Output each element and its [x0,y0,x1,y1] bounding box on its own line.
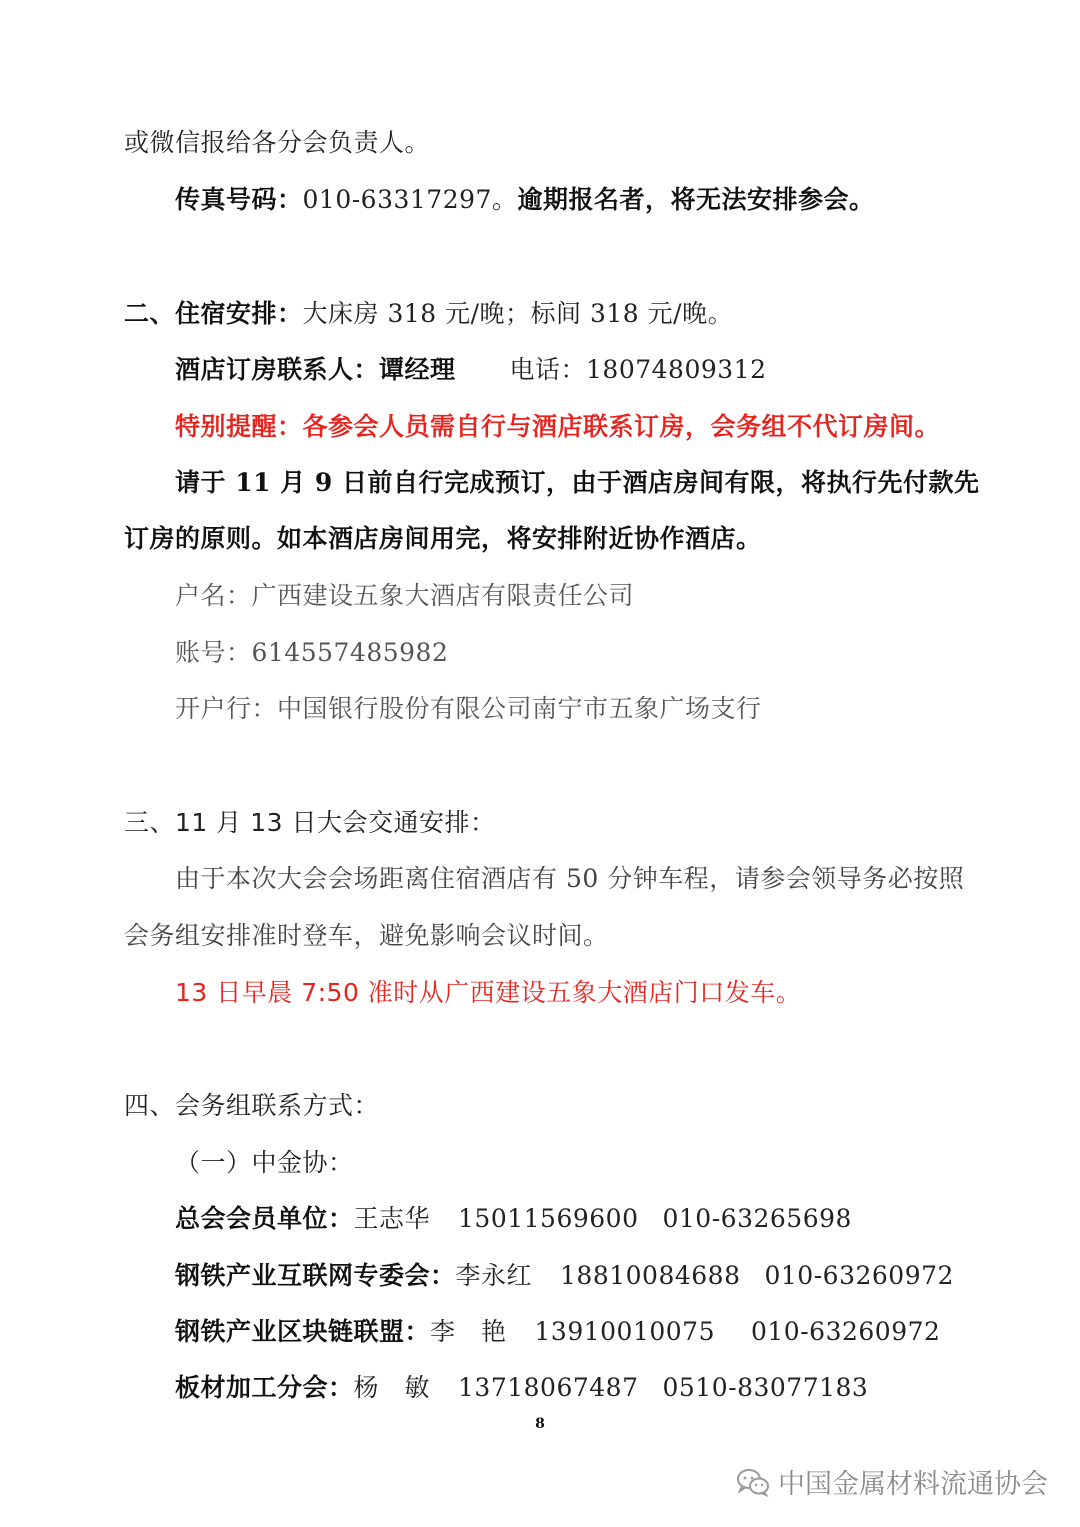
contact-tel: 0510-83077183 [662,1373,869,1402]
watermark-text: 中国金属材料流通协会 [778,1469,1048,1500]
contact-tel: 010-63260972 [764,1261,954,1290]
contact-row [175,1373,868,1403]
contact-name: 王志华 [353,1204,431,1233]
deadline-note: 逾期报名者，将无法安排参会。 [517,185,875,214]
contact-label: 板材加工分会： [175,1373,354,1402]
booking-notice-line2: 订房的原则。如本酒店房间用完，将安排附近协作酒店。 [124,524,762,553]
wechat-icon [736,1467,770,1497]
contact-name: 李 艳 [430,1317,507,1346]
watermark [736,1462,1048,1501]
hotel-contact-line [175,355,766,385]
contact-row [175,1261,954,1291]
contact-mobile: 18810084688 [560,1261,741,1290]
account-name: 户名：广西建设五象大酒店有限责任公司 [175,581,635,610]
page-number: 8 [535,1416,545,1432]
fax-label: 传真号码： [175,185,303,214]
hotel-contact: 酒店订房联系人：谭经理 [175,355,456,384]
subsection-heading: （一）中金协： [175,1148,354,1177]
fax-number: 010-63317297。 [302,185,518,214]
section-contacts: 四、会务组联系方式： [124,1091,380,1120]
contact-row [175,1204,852,1234]
fax-line [175,185,874,215]
bank-name: 开户行：中国银行股份有限公司南宁市五象广场支行 [175,694,762,723]
section-transport: 三、11 月 13 日大会交通安排： [124,808,496,837]
contact-label: 钢铁产业互联网专委会： [175,1261,456,1290]
section-accommodation [124,299,733,329]
contact-label: 总会会员单位： [175,1204,354,1233]
contact-label: 钢铁产业区块链联盟： [175,1317,431,1346]
hotel-phone: 电话：18074809312 [509,355,767,384]
contact-row [175,1317,940,1347]
contact-mobile: 15011569600 [458,1204,639,1233]
departure-notice: 13 日早晨 7:50 准时从广西建设五象大酒店门口发车。 [175,978,802,1007]
contact-tel: 010-63260972 [751,1317,941,1346]
transport-text-line2: 会务组安排准时登车，避免影响会议时间。 [124,921,609,950]
contact-mobile: 13910010075 [534,1317,715,1346]
room-prices: 大床房 318 元/晚；标间 318 元/晚。 [302,299,734,328]
special-reminder: 特别提醒：各参会人员需自行与酒店联系订房，会务组不代订房间。 [175,412,941,441]
text-line: 或微信报给各分会负责人。 [124,128,431,157]
booking-notice-line1: 请于 11 月 9 日前自行完成预订，由于酒店房间有限，将执行先付款先 [175,468,980,497]
contact-name: 李永红 [455,1261,533,1290]
contact-mobile: 13718067487 [458,1373,639,1402]
section-heading: 二、住宿安排： [124,299,303,328]
transport-text-line1: 由于本次大会会场距离住宿酒店有 50 分钟车程，请参会领导务必按照 [175,864,965,893]
contact-name: 杨 敏 [353,1373,431,1402]
account-number: 账号：614557485982 [175,638,449,667]
contact-tel: 010-63265698 [662,1204,852,1233]
